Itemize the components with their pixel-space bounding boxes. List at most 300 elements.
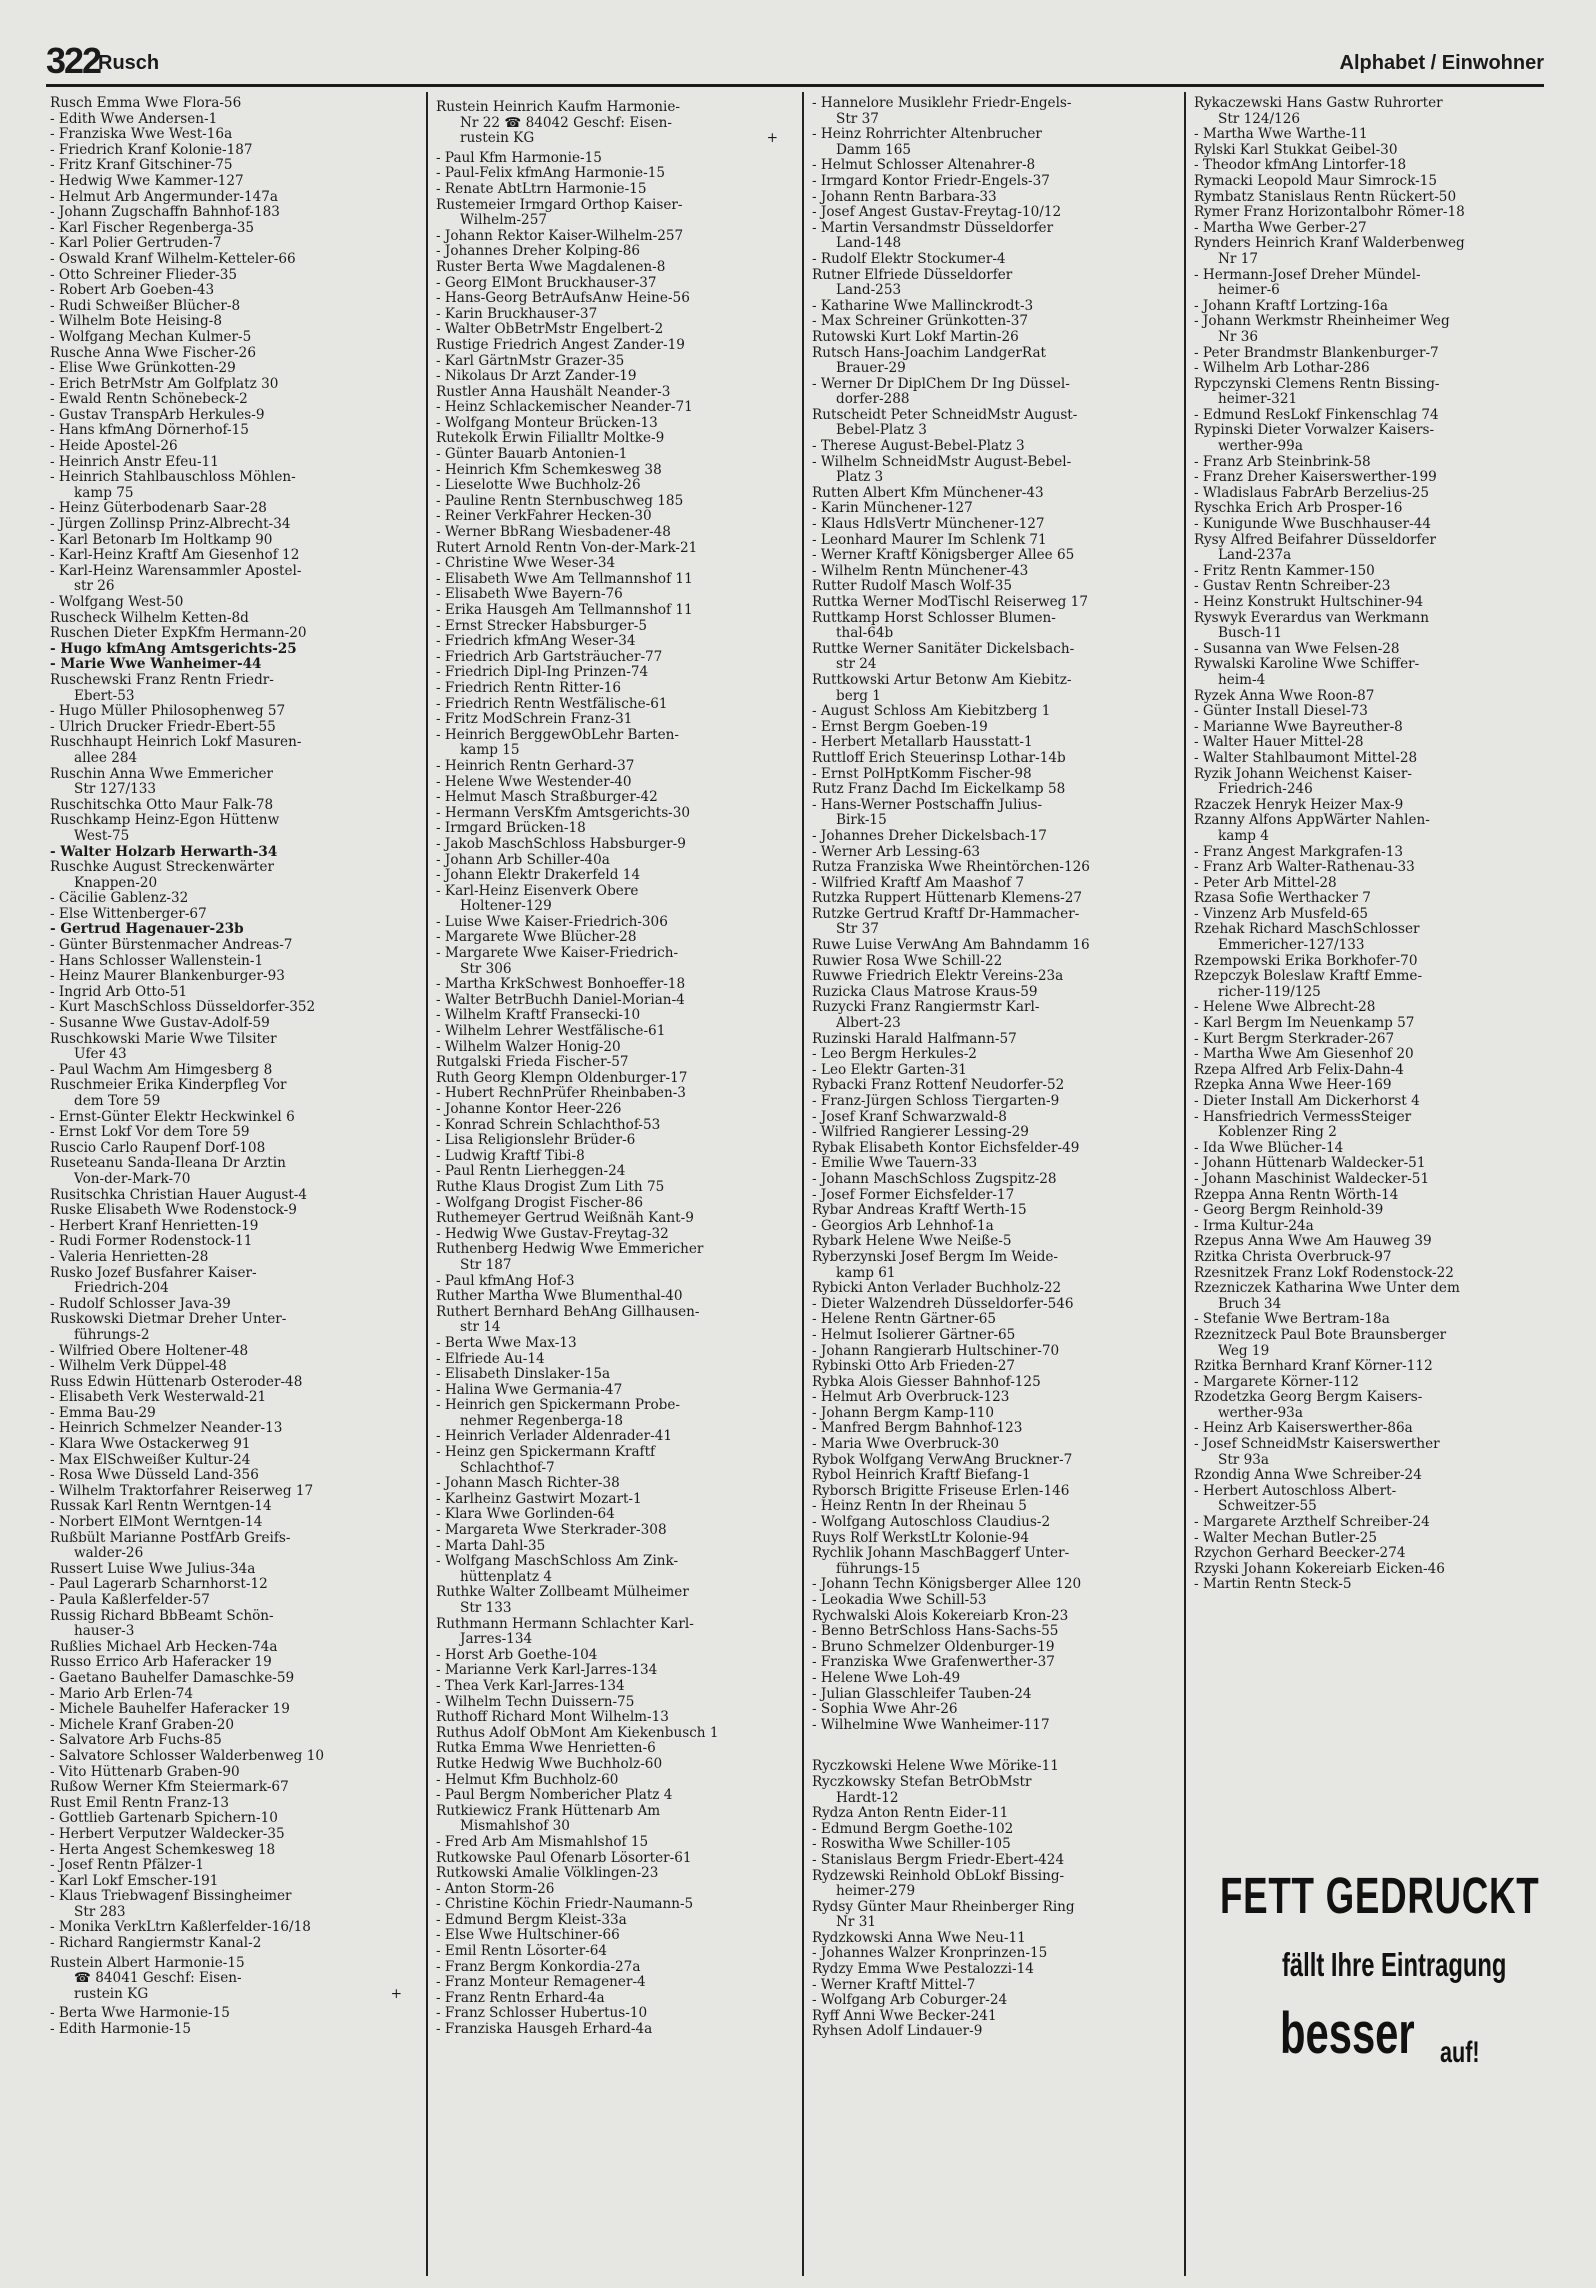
- entry-text: Rykaczewski Hans Gastw Ruhrorter: [1194, 96, 1443, 111]
- entry-text: Rzepczyk Boleslaw Kraftf Emme-: [1194, 969, 1423, 985]
- entry-text: - Johann Rektor Kaiser-Wilhelm-257: [436, 228, 684, 244]
- directory-entry: [436, 1102, 792, 1118]
- entry-text: - Wilhelm SchneidMstr August-Bebel-: [812, 454, 1072, 470]
- directory-entry: [50, 1655, 416, 1671]
- entry-text: - Valeria Henrietten-28: [50, 1249, 209, 1265]
- entry-text: - Renate AbtLtrn Harmonie-15: [436, 181, 647, 197]
- entry-text: Rzepka Anna Wwe Heer-169: [1194, 1078, 1392, 1094]
- directory-entry: [50, 1000, 416, 1016]
- directory-entry: [812, 1110, 1176, 1126]
- entry-text: - Herbert Verputzer Waldecker-35: [50, 1826, 285, 1842]
- directory-entry: [50, 127, 416, 143]
- directory-entry: [50, 1453, 416, 1469]
- entry-text: Ruther Martha Wwe Blumenthal-40: [436, 1289, 683, 1305]
- directory-entry: [50, 190, 416, 206]
- entry-text: - Franz Arb Walter-Rathenau-33: [1194, 860, 1415, 876]
- entry-text: - Mario Arb Erlen-74: [50, 1686, 194, 1702]
- entry-text: Ruzicka Claus Matrose Kraus-59: [812, 984, 1038, 1000]
- directory-entry: [436, 369, 792, 385]
- directory-entry: [812, 1900, 1176, 1931]
- entry-text: Rzitka Bernhard Kranf Körner-112: [1194, 1359, 1433, 1375]
- directory-entry: [812, 1125, 1176, 1141]
- directory-entry: [812, 969, 1176, 985]
- directory-entry: [1194, 1032, 1554, 1048]
- directory-entry: [1194, 1515, 1554, 1531]
- directory-entry: [812, 1421, 1176, 1437]
- entry-text: - Rosa Wwe Düsseld Land-356: [50, 1468, 259, 1484]
- entry-continuation: Nr 31: [836, 1915, 877, 1931]
- directory-entry: [1194, 1266, 1554, 1282]
- entry-text: - Gaetano Bauhelfer Damaschke-59: [50, 1670, 295, 1686]
- directory-entry: [436, 1741, 792, 1757]
- entry-continuation: Busch-11: [1218, 626, 1282, 642]
- entry-text: - Leonhard Maurer Im Schlenk 71: [812, 532, 1047, 548]
- directory-entry: [812, 299, 1176, 315]
- directory-entry: [812, 1853, 1176, 1869]
- directory-entry: [1194, 1141, 1554, 1157]
- entry-continuation: nehmer Regenberga-18: [460, 1413, 624, 1429]
- entry-text: - Martin Rentn Steck-5: [1194, 1577, 1352, 1593]
- directory-entry: [50, 907, 416, 923]
- entry-text: - Günter Bürstenmacher Andreas-7: [50, 938, 293, 954]
- directory-entry: [50, 221, 416, 237]
- directory-entry: [812, 1328, 1176, 1344]
- directory-entry: [50, 1406, 416, 1422]
- entry-text: - Karl Fischer Regenberga-35: [50, 220, 255, 236]
- entry-text: Rzasa Sofie Werthacker 7: [1194, 891, 1371, 907]
- entry-text: - Richard Rangiermstr Kanal-2: [50, 1936, 262, 1952]
- entry-text: Rzychon Gerhard Beecker-274: [1194, 1546, 1406, 1562]
- directory-entry: [436, 556, 792, 572]
- entry-text: - Karl-Heinz Kraftf Am Giesenhof 12: [50, 548, 300, 564]
- directory-entry: [436, 385, 792, 401]
- entry-text: Rzondig Anna Wwe Schreiber-24: [1194, 1468, 1422, 1484]
- directory-entry: [436, 728, 792, 759]
- entry-text: - Paul Wachm Am Himgesberg 8: [50, 1062, 273, 1078]
- entry-text: - Heinz gen Spickermann Kraftf: [436, 1445, 656, 1461]
- entry-continuation: Birk-15: [836, 813, 887, 829]
- entry-continuation: Str 133: [460, 1601, 512, 1616]
- directory-entry: [812, 1203, 1176, 1219]
- entry-text: - Edith Harmonie-15: [50, 2022, 191, 2038]
- entry-text: Rypinski Dieter Vorwalzer Kaisers-: [1194, 423, 1435, 439]
- entry-text: - Berta Wwe Harmonie-15: [50, 2006, 230, 2022]
- entry-text: Ruys Rolf WerkstLtr Kolonie-94: [812, 1530, 1030, 1546]
- directory-entry: [436, 1554, 792, 1585]
- directory-entry: [50, 501, 416, 517]
- entry-text: Rutke Hedwig Wwe Buchholz-60: [436, 1756, 663, 1772]
- directory-entry: [812, 798, 1176, 829]
- directory-entry: [50, 969, 416, 985]
- entry-text: Ruster Berta Wwe Magdalenen-8: [436, 259, 666, 275]
- directory-entry: [1194, 1375, 1554, 1391]
- entry-text: - Stefanie Wwe Bertram-18a: [1194, 1312, 1390, 1328]
- entry-text: Rychlik Johann MaschBaggerf Unter-: [812, 1546, 1070, 1562]
- entry-continuation: hauser-3: [74, 1624, 135, 1640]
- directory-entry: [1194, 1328, 1554, 1359]
- entry-text: Rutkiewicz Frank Hüttenarb Am: [436, 1803, 661, 1819]
- entry-text: Rydzewski Reinhold ObLokf Bissing-: [812, 1868, 1065, 1884]
- directory-entry: [50, 595, 416, 611]
- entry-text: - Johannes Dreher Dickelsbach-17: [812, 828, 1047, 844]
- directory-entry: [1194, 1546, 1554, 1562]
- directory-entry: [812, 1869, 1176, 1900]
- entry-text: - Ernst Bergm Goeben-19: [812, 719, 988, 735]
- entry-text: - Peter Arb Mittel-28: [1194, 875, 1337, 891]
- directory-entry: [436, 1617, 792, 1648]
- entry-text: - Leo Bergm Herkules-2: [812, 1047, 977, 1063]
- directory-entry: [436, 2006, 792, 2022]
- entry-text: - Franziska Wwe West-16a: [50, 127, 233, 143]
- entry-continuation: Mismahlshof 30: [460, 1819, 570, 1835]
- entry-text: - Sophia Wwe Ahr-26: [812, 1702, 958, 1718]
- entry-text: Ruscio Carlo Raupenf Dorf-108: [50, 1140, 266, 1156]
- entry-text: - Ernst Lokf Vor dem Tore 59: [50, 1125, 250, 1141]
- directory-entry: [1194, 346, 1554, 362]
- directory-entry: [812, 642, 1176, 673]
- directory-entry: [50, 1671, 416, 1687]
- entry-text: - Kurt MaschSchloss Düsseldorfer-352: [50, 1000, 316, 1016]
- directory-entry: [436, 260, 792, 276]
- directory-entry: [812, 1733, 1176, 1759]
- directory-entry: [436, 1851, 792, 1867]
- directory-entry: [436, 151, 792, 167]
- directory-entry: [812, 1624, 1176, 1640]
- directory-entry: [812, 1032, 1176, 1048]
- entry-text: - Julian Glasschleifer Tauben-24: [812, 1686, 1032, 1702]
- entry-text: - Friedrich Rentn Ritter-16: [436, 680, 621, 696]
- entry-text: - Walter Stahlbaumont Mittel-28: [1194, 750, 1418, 766]
- directory-entry: [50, 1468, 416, 1484]
- directory-entry: [436, 1585, 792, 1616]
- directory-entry: [1194, 860, 1554, 876]
- directory-entry: [812, 1702, 1176, 1718]
- directory-entry: [50, 1749, 416, 1765]
- entry-text: - Karl-Heinz Eisenverk Obere: [436, 883, 639, 899]
- entry-text: - Bruno Schmelzer Oldenburger-19: [812, 1639, 1055, 1655]
- directory-entry: [812, 1993, 1176, 2009]
- entry-text: - Wilfried Rangierer Lessing-29: [812, 1125, 1029, 1141]
- directory-entry: [50, 283, 416, 299]
- entry-text: Ruschin Anna Wwe Emmericher: [50, 766, 273, 782]
- entry-text: Rzanny Alfons AppWärter Nahlen-: [1194, 813, 1430, 829]
- directory-entry: [50, 392, 416, 408]
- entry-text: Rybicki Anton Verlader Buchholz-22: [812, 1281, 1062, 1297]
- directory-entry: [436, 572, 792, 588]
- entry-continuation: Str 124/126: [1218, 111, 1301, 127]
- entry-continuation: Ufer 43: [74, 1047, 127, 1063]
- directory-entry: [50, 720, 416, 736]
- entry-text: - Fritz Rentn Kammer-150: [1194, 563, 1375, 579]
- column-divider: [1184, 92, 1186, 2276]
- entry-text: Rzepa Alfred Arb Felix-Dahn-4: [1194, 1062, 1404, 1078]
- entry-text: Rusche Anna Wwe Fischer-26: [50, 345, 256, 361]
- entry-text: - Helmut Isolierer Gärtner-65: [812, 1327, 1016, 1343]
- entry-text: Rutner Elfriede Düsseldorfer: [812, 267, 1013, 283]
- entry-text: Ruthert Bernhard BehAng Gillhausen-: [436, 1304, 700, 1320]
- entry-text: Rußlies Michael Arb Hecken-74a: [50, 1639, 278, 1655]
- directory-entry: [436, 1055, 792, 1071]
- entry-text: - Fritz Kranf Gitschiner-75: [50, 158, 233, 174]
- directory-entry: [50, 330, 416, 346]
- directory-entry: [436, 338, 792, 354]
- directory-entry: [1194, 1468, 1554, 1484]
- entry-text: - Hans-Georg BetrAufsAnw Heine-56: [436, 291, 690, 307]
- directory-entry: [812, 891, 1176, 907]
- entry-text: Ruschewski Franz Rentn Friedr-: [50, 672, 274, 688]
- entry-text: - Luise Wwe Kaiser-Friedrich-306: [436, 914, 668, 930]
- entry-text: - Margarete Körner-112: [1194, 1374, 1359, 1390]
- entry-text: - Margareta Wwe Sterkrader-308: [436, 1523, 667, 1539]
- entry-text: - Maria Wwe Overbruck-30: [812, 1437, 1000, 1453]
- entry-text: - Gustav Rentn Schreiber-23: [1194, 579, 1391, 595]
- directory-entry: [812, 1468, 1176, 1484]
- entry-text: - Paul Kfm Harmonie-15: [436, 150, 602, 166]
- entry-continuation: kamp 75: [74, 485, 134, 501]
- directory-entry: [436, 1679, 792, 1695]
- entry-text: - Wolfgang Monteur Brücken-13: [436, 415, 658, 431]
- entry-text: Russo Errico Arb Haferacker 19: [50, 1655, 272, 1671]
- entry-text: - Kurt Bergm Sterkrader-267: [1194, 1031, 1395, 1047]
- directory-entry: [812, 1546, 1176, 1577]
- entry-continuation: Platz 3: [836, 470, 884, 486]
- section-title: Alphabet / Einwohner: [1339, 52, 1544, 74]
- entry-text: - Irmgard Kontor Friedr-Engels-37: [812, 173, 1050, 189]
- entry-text: - Karl GärtnMstr Grazer-35: [436, 353, 625, 369]
- directory-entry: [50, 1687, 416, 1703]
- entry-continuation: führungs-15: [836, 1561, 921, 1577]
- entry-text: - Christine Köchin Friedr-Naumann-5: [436, 1897, 694, 1913]
- entry-text: - Fred Arb Am Mismahlshof 15: [436, 1834, 649, 1850]
- entry-continuation: heimer-279: [836, 1884, 916, 1900]
- directory-entry: [436, 494, 792, 510]
- entry-text: - Heinrich Anstr Efeu-11: [50, 454, 219, 470]
- entry-continuation: Hardt-12: [836, 1790, 899, 1806]
- entry-text: - Marie Wwe Wanheimer-44: [50, 657, 262, 673]
- entry-text: - Martha KrkSchwest Bonhoeffer-18: [436, 977, 686, 993]
- entry-text: - Karl Polier Gertruden-7: [50, 236, 222, 252]
- directory-entry: [50, 1203, 416, 1219]
- entry-text: - Heinz Arb Kaiserswerther-86a: [1194, 1421, 1413, 1437]
- entry-text: Rutka Emma Wwe Henrietten-6: [436, 1741, 656, 1757]
- directory-entry: [436, 478, 792, 494]
- entry-text: - Helmut Arb Overbruck-123: [812, 1390, 1010, 1406]
- directory-entry: [812, 1531, 1176, 1547]
- directory-entry: [436, 650, 792, 666]
- entry-text: Ryzik Johann Weichenst Kaiser-: [1194, 766, 1412, 782]
- entry-text: - Johann Maschinist Waldecker-51: [1194, 1171, 1430, 1187]
- entry-text: - Stanislaus Bergm Friedr-Ebert-424: [812, 1852, 1065, 1868]
- directory-entry: [436, 1242, 792, 1273]
- entry-text: - Max ElSchweißer Kultur-24: [50, 1452, 251, 1468]
- directory-entry: [436, 198, 792, 229]
- directory-entry: [1194, 423, 1554, 454]
- entry-text: - Heinrich Schmelzer Neander-13: [50, 1421, 283, 1437]
- directory-entry: [436, 884, 792, 915]
- directory-entry: [50, 346, 416, 362]
- directory-entry: [1194, 751, 1554, 767]
- entry-text: Rutz Franz Dachd Im Eickelkamp 58: [812, 782, 1066, 798]
- entry-text: - Rudi Schweißer Blücher-8: [50, 298, 241, 314]
- directory-entry: [50, 1920, 416, 1936]
- entry-text: - Margarete Arzthelf Schreiber-24: [1194, 1515, 1430, 1531]
- entry-text: - Hugo Müller Philosophenweg 57: [50, 704, 286, 720]
- directory-entry: [50, 158, 416, 174]
- directory-entry: [50, 1063, 416, 1079]
- entry-text: Ruschhaupt Heinrich Lokf Masuren-: [50, 735, 302, 751]
- directory-entry: [436, 1913, 792, 1929]
- entry-text: - Josef Rentn Pfälzer-1: [50, 1858, 205, 1874]
- entry-text: - Wolfgang Mechan Kulmer-5: [50, 329, 252, 345]
- directory-entry: [50, 236, 416, 252]
- directory-entry: [812, 252, 1176, 268]
- entry-text: Rybark Helene Wwe Neiße-5: [812, 1234, 1012, 1250]
- directory-entry: [436, 1086, 792, 1102]
- entry-text: Rußbült Marianne PostfArb Greifs-: [50, 1530, 291, 1546]
- directory-entry: [50, 533, 416, 549]
- column-1: [50, 96, 416, 2276]
- entry-text: Ruseteanu Sanda-Ileana Dr Ärztin: [50, 1156, 286, 1172]
- directory-entry: [812, 704, 1176, 720]
- directory-entry: [1194, 486, 1554, 502]
- entry-continuation: führungs-2: [74, 1327, 150, 1343]
- directory-entry: [1194, 299, 1554, 315]
- entry-text: Rusch Emma Wwe Flora-56: [50, 96, 242, 111]
- directory-entry: [50, 735, 416, 766]
- directory-entry: [50, 408, 416, 424]
- page-header: [46, 40, 1544, 87]
- directory-entry: [50, 813, 416, 844]
- directory-entry: [50, 314, 416, 330]
- directory-entry: [436, 1960, 792, 1976]
- directory-entry: [50, 1078, 416, 1109]
- entry-continuation: kamp 61: [836, 1265, 896, 1281]
- directory-entry: [436, 1008, 792, 1024]
- entry-text: - Wilhelm Lehrer Westfälische-61: [436, 1024, 666, 1040]
- directory-entry: [812, 501, 1176, 517]
- entry-text: - Reiner VerkFahrer Hecken-30: [436, 509, 652, 525]
- directory-entry: [812, 330, 1176, 346]
- directory-entry: [436, 697, 792, 713]
- directory-entry: [436, 276, 792, 292]
- directory-entry: [50, 1032, 416, 1063]
- page-name: Rusch: [98, 52, 160, 74]
- entry-continuation: ☎ 84041 Geschf: Eisen-: [74, 1971, 242, 1987]
- directory-entry: [1194, 813, 1554, 844]
- entry-text: - Wolfgang Drogist Fischer-86: [436, 1195, 644, 1211]
- entry-continuation: West-75: [74, 828, 130, 844]
- directory-entry: [50, 1110, 416, 1126]
- entry-continuation: Schweitzer-55: [1218, 1499, 1317, 1515]
- entry-continuation: Nr 22 ☎ 84042 Geschf: Eisen-: [460, 115, 672, 131]
- entry-text: - Franziska Hausgeh Erhard-4a: [436, 2022, 653, 2038]
- entry-text: Rybar Andreas Kraftf Werth-15: [812, 1203, 1027, 1219]
- entry-continuation: Emmericher-127/133: [1218, 938, 1365, 954]
- entry-continuation: Brauer-29: [836, 361, 906, 377]
- column-3: [812, 96, 1176, 2276]
- entry-text: - Dieter Walzendreh Düsseldorfer-546: [812, 1296, 1074, 1312]
- directory-entry: [1194, 236, 1554, 267]
- entry-text: - Johann Zugschaffn Bahnhof-183: [50, 205, 280, 221]
- directory-entry: [436, 166, 792, 182]
- entry-text: - Werner Arb Lessing-63: [812, 844, 980, 860]
- entry-text: Rutscheidt Peter SchneidMstr August-: [812, 407, 1078, 423]
- entry-text: Rymbatz Stanislaus Rentn Rückert-50: [1194, 189, 1457, 205]
- directory-entry: [436, 525, 792, 541]
- entry-text: - Karlheinz Gastwirt Mozart-1: [436, 1491, 642, 1507]
- entry-text: - Margarete Wwe Kaiser-Friedrich-: [436, 946, 679, 962]
- directory-entry: [436, 665, 792, 681]
- directory-entry: [1194, 845, 1554, 861]
- entry-text: - Johann Techn Königsberger Allee 120: [812, 1577, 1082, 1593]
- entry-text: - Herta Angest Schemkesweg 18: [50, 1842, 276, 1858]
- entry-continuation: Nr 36: [1218, 329, 1259, 345]
- directory-entry: [50, 1421, 416, 1437]
- directory-entry: [436, 291, 792, 307]
- entry-text: - Franz Rentn Erhard-4a: [436, 1990, 605, 2006]
- entry-text: - Wilfried Kraftf Am Maashof 7: [812, 875, 1024, 891]
- entry-continuation: Holtener-129: [460, 899, 552, 915]
- entry-continuation: str 26: [74, 579, 115, 595]
- directory-entry: [436, 229, 792, 245]
- directory-entry: [1194, 1156, 1554, 1172]
- entry-text: - Werner Dr DiplChem Dr Ing Düssel-: [812, 376, 1070, 392]
- entry-continuation: dorfer-288: [836, 392, 910, 408]
- directory-entry: [812, 1484, 1176, 1500]
- entry-text: - Edmund Bergm Goethe-102: [812, 1821, 1014, 1837]
- entry-text: - Walter BetrBuchh Daniel-Morian-4: [436, 992, 685, 1008]
- directory-entry: [436, 1445, 792, 1476]
- directory-entry: [50, 1375, 416, 1391]
- directory-entry: [50, 1141, 416, 1157]
- entry-text: Rusitschka Christian Hauer August-4: [50, 1187, 308, 1203]
- directory-entry: [812, 1946, 1176, 1962]
- directory-entry: [1194, 1437, 1554, 1468]
- entry-text: - Ernst PolHptKomm Fischer-98: [812, 766, 1032, 782]
- directory-entry: [1194, 1234, 1554, 1250]
- directory-entry: [436, 1211, 792, 1227]
- directory-entry: [436, 431, 792, 447]
- entry-text: Ruttkamp Horst Schlosser Blumen-: [812, 610, 1056, 626]
- entry-continuation: Albert-23: [836, 1016, 901, 1032]
- directory-entry: [436, 775, 792, 791]
- entry-text: Rybak Elisabeth Kontor Eichsfelder-49: [812, 1140, 1080, 1156]
- entry-text: - Monika VerkLtrn Kaßlerfelder-16/18: [50, 1920, 311, 1936]
- directory-entry: [1194, 657, 1554, 688]
- directory-entry: [436, 1383, 792, 1399]
- entry-text: - Salvatore Arb Fuchs-85: [50, 1733, 222, 1749]
- entry-continuation: Koblenzer Ring 2: [1218, 1125, 1337, 1141]
- entry-text: - Cäcilie Gablenz-32: [50, 891, 189, 907]
- directory-entry: [812, 876, 1176, 892]
- directory-entry: [1194, 1562, 1554, 1578]
- directory-entry: [436, 1071, 792, 1087]
- entry-text: - Gottlieb Gartenarb Spichern-10: [50, 1811, 278, 1827]
- entry-continuation: hüttenplatz 4: [460, 1569, 552, 1585]
- directory-entry: [436, 400, 792, 416]
- entry-text: - Heinrich BerggewObLehr Barten-: [436, 727, 680, 743]
- directory-entry: [50, 1702, 416, 1718]
- directory-entry: [50, 174, 416, 190]
- directory-entry: [436, 1164, 792, 1180]
- directory-entry: [812, 845, 1176, 861]
- entry-text: Rustige Friedrich Angest Zander-19: [436, 337, 685, 353]
- entry-text: - Paul-Felix kfmAng Harmonie-15: [436, 166, 665, 182]
- entry-text: - Paul Bergm Nombericher Platz 4: [436, 1788, 673, 1804]
- entry-continuation: dem Tore 59: [74, 1094, 161, 1109]
- entry-text: Russig Richard BbBeamt Schön-: [50, 1608, 274, 1624]
- directory-entry: [812, 1094, 1176, 1110]
